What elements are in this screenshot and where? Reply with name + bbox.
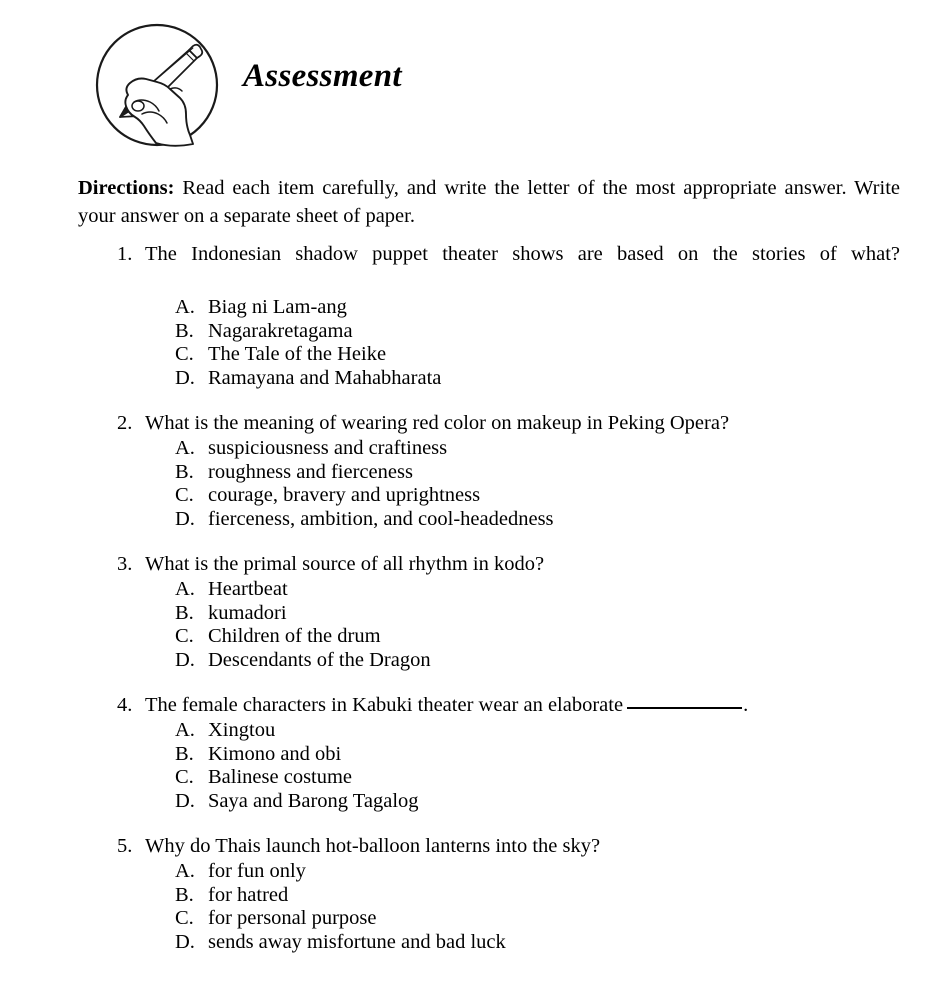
question-block xyxy=(0,409,933,531)
option-text: for fun only xyxy=(208,860,306,882)
question-stem xyxy=(117,832,900,860)
question-stem xyxy=(117,550,900,578)
option-text: Ramayana and Mahabharata xyxy=(208,366,442,389)
option-letter: C. xyxy=(175,625,194,647)
option-list xyxy=(0,296,933,390)
option-text: Heartbeat xyxy=(208,578,288,600)
questions-list xyxy=(0,240,933,973)
option-item[interactable] xyxy=(175,719,933,743)
option-item[interactable] xyxy=(175,907,933,931)
option-letter: A. xyxy=(175,437,195,459)
option-text: Biag ni Lam-ang xyxy=(208,296,347,318)
option-letter: A. xyxy=(175,578,195,600)
question-text: The female characters in Kabuki theater wear an elaborate xyxy=(145,694,624,716)
option-letter: B. xyxy=(175,742,194,765)
question-text: What is the meaning of wearing red color on makeup in Peking Opera? xyxy=(145,412,730,434)
option-letter: C. xyxy=(175,484,194,506)
option-text: Xingtou xyxy=(208,719,276,741)
option-text: The Tale of the Heike xyxy=(208,343,387,365)
hand-writing-pencil-icon xyxy=(94,22,220,148)
option-text: Kimono and obi xyxy=(208,742,342,765)
option-text: roughness and fierceness xyxy=(208,460,413,483)
option-item[interactable] xyxy=(175,320,933,344)
question-trailing-punctuation: . xyxy=(743,694,749,716)
question-text: The Indonesian shadow puppet theater shows are based on the stories of what? xyxy=(145,243,900,265)
option-item[interactable] xyxy=(175,437,933,461)
option-text: for hatred xyxy=(208,883,289,906)
question-block xyxy=(0,691,933,813)
option-text: Nagarakretagama xyxy=(208,319,353,342)
option-text: courage, bravery and uprightness xyxy=(208,484,481,506)
option-text: Saya and Barong Tagalog xyxy=(208,789,419,812)
directions-label: Directions: xyxy=(78,177,175,199)
option-text: sends away misfortune and bad luck xyxy=(208,930,506,953)
question-number: 1. xyxy=(117,243,133,265)
option-letter: B. xyxy=(175,601,194,624)
option-list xyxy=(0,437,933,531)
option-item[interactable] xyxy=(175,343,933,367)
option-letter: D. xyxy=(175,930,195,953)
option-item[interactable] xyxy=(175,860,933,884)
page-title: Assessment xyxy=(243,58,402,94)
option-text: suspiciousness and craftiness xyxy=(208,437,448,459)
question-number: 4. xyxy=(117,694,133,716)
question-number: 2. xyxy=(117,412,133,434)
option-item[interactable] xyxy=(175,625,933,649)
option-letter: A. xyxy=(175,296,195,318)
page-header xyxy=(0,0,933,160)
option-item[interactable] xyxy=(175,743,933,767)
option-item[interactable] xyxy=(175,578,933,602)
option-text: fierceness, ambition, and cool-headedness xyxy=(208,507,554,530)
question-number: 5. xyxy=(117,835,133,857)
option-letter: B. xyxy=(175,883,194,906)
option-item[interactable] xyxy=(175,461,933,485)
question-block xyxy=(0,240,933,390)
option-list xyxy=(0,860,933,954)
question-stem xyxy=(117,240,900,296)
option-letter: A. xyxy=(175,719,195,741)
option-letter: D. xyxy=(175,507,195,530)
question-text: What is the primal source of all rhythm in kodo? xyxy=(145,553,545,575)
question-text: Why do Thais launch hot-balloon lanterns into the sky? xyxy=(145,835,601,857)
option-text: Descendants of the Dragon xyxy=(208,648,431,671)
option-item[interactable] xyxy=(175,649,933,673)
option-letter: C. xyxy=(175,766,194,788)
option-text: for personal purpose xyxy=(208,907,377,929)
directions-text: Read each item carefully, and write the letter of the most appropriate answer. Write your answer on a separate sheet of paper. xyxy=(78,177,900,227)
option-item[interactable] xyxy=(175,367,933,391)
question-stem xyxy=(117,409,900,437)
option-item[interactable] xyxy=(175,508,933,532)
answer-blank[interactable] xyxy=(627,707,742,709)
option-list xyxy=(0,719,933,813)
option-item[interactable] xyxy=(175,790,933,814)
question-stem xyxy=(117,691,900,719)
option-letter: D. xyxy=(175,366,195,389)
option-letter: A. xyxy=(175,860,195,882)
option-item[interactable] xyxy=(175,884,933,908)
option-item[interactable] xyxy=(175,296,933,320)
option-item[interactable] xyxy=(175,766,933,790)
option-list xyxy=(0,578,933,672)
option-text: Children of the drum xyxy=(208,625,381,647)
option-letter: C. xyxy=(175,343,194,365)
question-block xyxy=(0,832,933,954)
option-letter: B. xyxy=(175,319,194,342)
option-letter: B. xyxy=(175,460,194,483)
directions-paragraph xyxy=(78,174,900,230)
question-number: 3. xyxy=(117,553,133,575)
option-letter: C. xyxy=(175,907,194,929)
option-text: kumadori xyxy=(208,601,287,624)
option-item[interactable] xyxy=(175,931,933,955)
question-block xyxy=(0,550,933,672)
option-letter: D. xyxy=(175,648,195,671)
option-item[interactable] xyxy=(175,602,933,626)
option-letter: D. xyxy=(175,789,195,812)
option-item[interactable] xyxy=(175,484,933,508)
option-text: Balinese costume xyxy=(208,766,353,788)
